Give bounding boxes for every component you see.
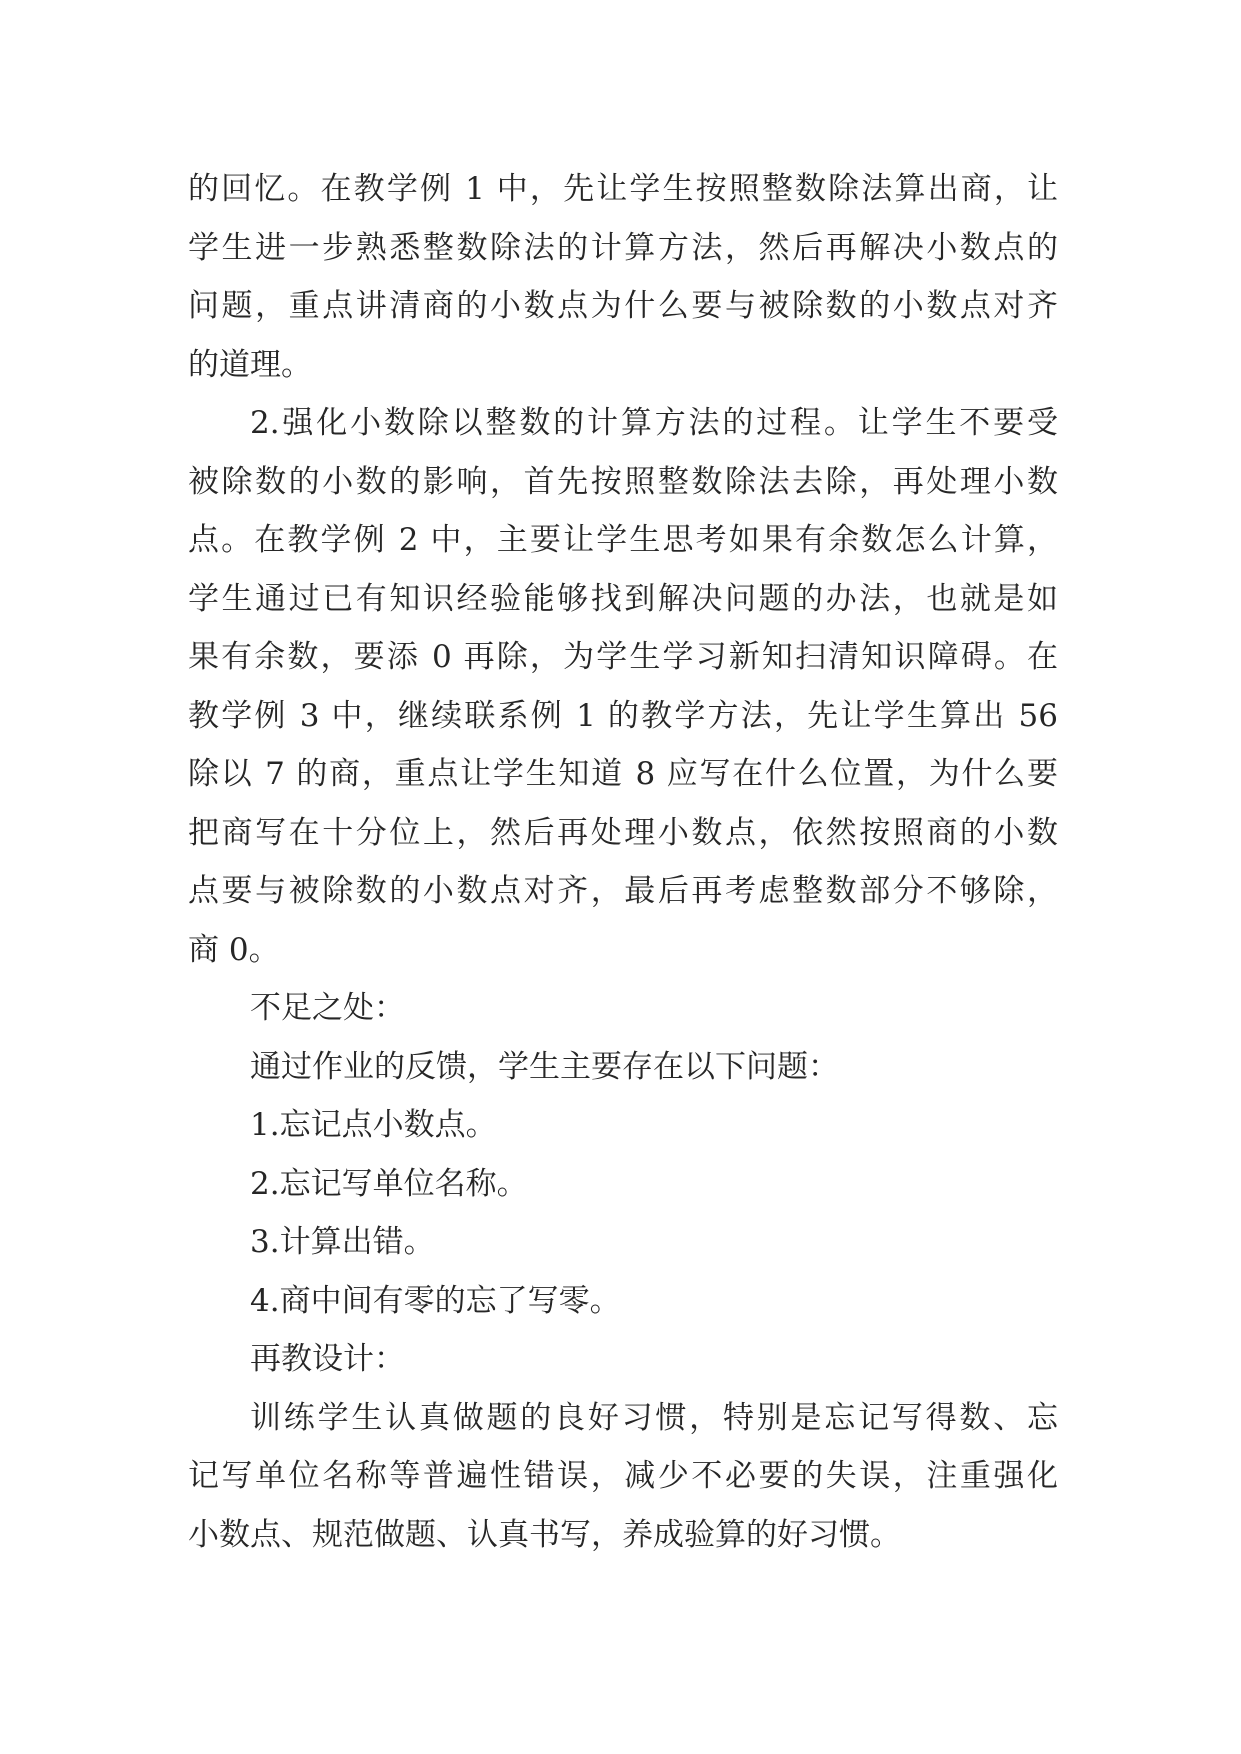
paragraph-redesign (188, 1389, 1058, 1565)
text-line: 果有余数，要添 0 再除，为学生学习新知扫清知识障碍。在 (188, 639, 1058, 675)
text-line: 小数点、规范做题、认真书写，养成验算的好习惯。 (188, 1516, 901, 1553)
list-item: 4.商中间有零的忘了写零。 (250, 1282, 621, 1319)
text-line: 学生进一步熟悉整数除法的计算方法，然后再解决小数点的 (188, 229, 1058, 266)
heading-redesign: 再教设计： (250, 1341, 405, 1377)
text-line: 2.强化小数除以整数的计算方法的过程。让学生不要受 (250, 405, 1058, 441)
paragraph-calculation-method (188, 394, 1058, 979)
text-line: 记写单位名称等普遍性错误，减少不必要的失误，注重强化 (188, 1458, 1058, 1494)
list-item: 1.忘记点小数点。 (250, 1107, 497, 1143)
text-line: 的回忆。在教学例 1 中，先让学生按照整数除法算出商，让 (188, 171, 1058, 207)
text-line: 除以 7 的商，重点让学生知道 8 应写在什么位置，为什么要 (188, 756, 1058, 792)
text-line: 学生通过已有知识经验能够找到解决问题的办法，也就是如 (188, 580, 1058, 617)
list-item: 3.计算出错。 (250, 1224, 435, 1260)
text-line: 把商写在十分位上，然后再处理小数点，依然按照商的小数 (188, 814, 1058, 851)
text-line: 的道理。 (188, 346, 312, 383)
text-line: 商 0。 (188, 931, 280, 968)
text-line: 被除数的小数的影响，首先按照整数除法去除，再处理小数 (188, 463, 1058, 500)
problems-intro: 通过作业的反馈，学生主要存在以下问题： (250, 1048, 839, 1085)
text-line: 教学例 3 中，继续联系例 1 的教学方法，先让学生算出 56 (188, 697, 1058, 734)
list-item: 2.忘记写单位名称。 (250, 1165, 528, 1202)
text-line: 训练学生认真做题的良好习惯，特别是忘记写得数、忘 (250, 1399, 1058, 1436)
text-line: 点。在教学例 2 中，主要让学生思考如果有余数怎么计算， (188, 522, 1058, 558)
heading-shortcomings: 不足之处： (250, 990, 405, 1026)
problems-list (188, 1096, 1058, 1330)
text-line: 问题，重点讲清商的小数点为什么要与被除数的小数点对齐 (188, 288, 1058, 324)
document-body (188, 160, 1058, 1564)
text-line: 点要与被除数的小数点对齐，最后再考虑整数部分不够除， (188, 873, 1058, 909)
paragraph-recollection (188, 160, 1058, 394)
